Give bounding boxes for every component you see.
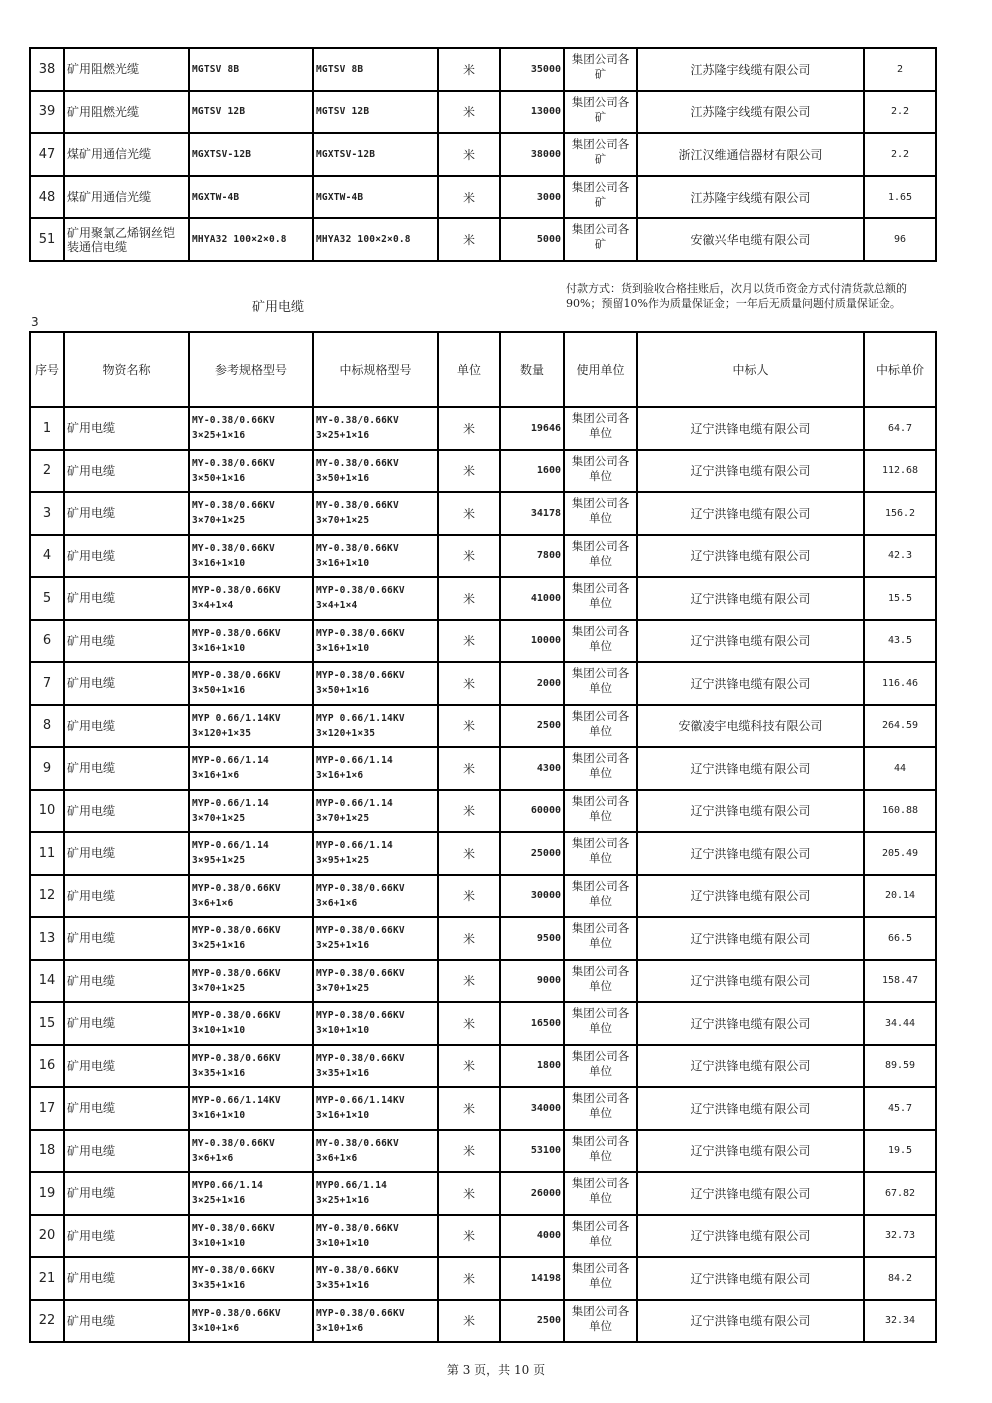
- cell-user: 集团公司各单位: [564, 662, 637, 705]
- header-price: 中标单价: [864, 332, 936, 407]
- cell-ref-spec: MYP-0.38/0.66KV 3×10+1×6: [189, 1300, 313, 1343]
- cell-ref-spec: MY-0.38/0.66KV 3×10+1×10: [189, 1215, 313, 1258]
- cell-win-spec: MYP 0.66/1.14KV 3×120+1×35: [313, 705, 438, 748]
- cell-win-spec: MY-0.38/0.66KV 3×10+1×10: [313, 1215, 438, 1258]
- cell-price: 2: [864, 48, 936, 91]
- cell-user: 集团公司各单位: [564, 577, 637, 620]
- cell-no: 6: [30, 620, 64, 663]
- cell-price: 160.88: [864, 790, 936, 833]
- header-ref-spec: 参考规格型号: [189, 332, 313, 407]
- cell-win-spec: MYP-0.38/0.66KV 3×6+1×6: [313, 875, 438, 918]
- cell-unit: 米: [438, 535, 500, 578]
- page-footer: 第 3 页，共 10 页: [446, 1363, 546, 1377]
- cell-win-spec: MYP-0.38/0.66KV 3×35+1×16: [313, 1045, 438, 1088]
- cell-user: 集团公司各单位: [564, 450, 637, 493]
- header-name: 物资名称: [64, 332, 189, 407]
- cell-name: 矿用电缆: [64, 1257, 189, 1300]
- table-row: [30, 1045, 936, 1088]
- cell-name: 矿用电缆: [64, 620, 189, 663]
- cell-ref-spec: MYP-0.38/0.66KV 3×70+1×25: [189, 960, 313, 1003]
- cell-unit: 米: [438, 133, 500, 176]
- cell-win-spec: MY-0.38/0.66KV 3×6+1×6: [313, 1130, 438, 1173]
- cell-ref-spec: MGTSV 8B: [189, 48, 313, 91]
- cell-unit: 米: [438, 790, 500, 833]
- cell-no: 13: [30, 917, 64, 960]
- cell-no: 11: [30, 832, 64, 875]
- table-row: [30, 705, 936, 748]
- table-row: [30, 1300, 936, 1343]
- previous-section-table: [29, 47, 937, 262]
- cell-win-spec: MGXTW-4B: [313, 176, 438, 219]
- cell-qty: 19646: [500, 407, 564, 450]
- table-row: [30, 218, 936, 261]
- cell-winner: 辽宁洪锋电缆有限公司: [637, 1257, 864, 1300]
- cell-win-spec: MYP-0.66/1.14 3×70+1×25: [313, 790, 438, 833]
- cell-unit: 米: [438, 705, 500, 748]
- table-row: [30, 492, 936, 535]
- cell-name: 矿用电缆: [64, 1215, 189, 1258]
- cell-user: 集团公司各单位: [564, 1257, 637, 1300]
- table-row: [30, 960, 936, 1003]
- cell-winner: 辽宁洪锋电缆有限公司: [637, 492, 864, 535]
- cell-price: 32.73: [864, 1215, 936, 1258]
- cell-name: 矿用电缆: [64, 705, 189, 748]
- cell-ref-spec: MYP-0.38/0.66KV 3×50+1×16: [189, 662, 313, 705]
- cell-ref-spec: MYP-0.38/0.66KV 3×25+1×16: [189, 917, 313, 960]
- cell-win-spec: MY-0.38/0.66KV 3×35+1×16: [313, 1257, 438, 1300]
- table-row: [30, 832, 936, 875]
- cell-name: 矿用电缆: [64, 917, 189, 960]
- cell-unit: 米: [438, 1257, 500, 1300]
- header-no: 序号: [30, 332, 64, 407]
- cell-ref-spec: MYP-0.66/1.14 3×70+1×25: [189, 790, 313, 833]
- cell-qty: 4300: [500, 747, 564, 790]
- table-row: [30, 1215, 936, 1258]
- cell-name: 矿用聚氯乙烯钢丝铠装通信电缆: [64, 218, 189, 261]
- table-row: [30, 1257, 936, 1300]
- cell-unit: 米: [438, 48, 500, 91]
- cell-name: 煤矿用通信光缆: [64, 133, 189, 176]
- cell-ref-spec: MYP 0.66/1.14KV 3×120+1×35: [189, 705, 313, 748]
- cell-user: 集团公司各单位: [564, 1130, 637, 1173]
- cell-no: 14: [30, 960, 64, 1003]
- cell-price: 158.47: [864, 960, 936, 1003]
- cell-user: 集团公司各单位: [564, 1045, 637, 1088]
- cell-win-spec: MY-0.38/0.66KV 3×25+1×16: [313, 407, 438, 450]
- cell-unit: 米: [438, 218, 500, 261]
- cell-ref-spec: MYP-0.38/0.66KV 3×4+1×4: [189, 577, 313, 620]
- cell-user: 集团公司各单位: [564, 1215, 637, 1258]
- table-row: [30, 577, 936, 620]
- cell-no: 4: [30, 535, 64, 578]
- cell-unit: 米: [438, 662, 500, 705]
- cell-price: 1.65: [864, 176, 936, 219]
- cell-qty: 38000: [500, 133, 564, 176]
- cell-name: 矿用电缆: [64, 1087, 189, 1130]
- cell-qty: 9500: [500, 917, 564, 960]
- header-qty: 数量: [500, 332, 564, 407]
- cell-win-spec: MGXTSV-12B: [313, 133, 438, 176]
- cell-name: 矿用阻燃光缆: [64, 48, 189, 91]
- table-row: [30, 917, 936, 960]
- cell-unit: 米: [438, 450, 500, 493]
- cell-ref-spec: MYP-0.38/0.66KV 3×6+1×6: [189, 875, 313, 918]
- cell-qty: 14198: [500, 1257, 564, 1300]
- cell-winner: 辽宁洪锋电缆有限公司: [637, 577, 864, 620]
- cell-price: 205.49: [864, 832, 936, 875]
- cell-winner: 辽宁洪锋电缆有限公司: [637, 1130, 864, 1173]
- table-row: [30, 133, 936, 176]
- table-header-row: [30, 332, 936, 407]
- cell-win-spec: MYP-0.38/0.66KV 3×10+1×6: [313, 1300, 438, 1343]
- cell-winner: 江苏隆宇线缆有限公司: [637, 48, 864, 91]
- cell-name: 煤矿用通信光缆: [64, 176, 189, 219]
- cell-win-spec: MYP-0.66/1.14KV 3×16+1×10: [313, 1087, 438, 1130]
- cell-user: 集团公司各单位: [564, 960, 637, 1003]
- table-row: [30, 875, 936, 918]
- cell-no: 39: [30, 91, 64, 134]
- cell-price: 264.59: [864, 705, 936, 748]
- cell-winner: 安徽凌宇电缆科技有限公司: [637, 705, 864, 748]
- cell-no: 10: [30, 790, 64, 833]
- cell-price: 112.68: [864, 450, 936, 493]
- cell-qty: 60000: [500, 790, 564, 833]
- table-row: [30, 48, 936, 91]
- cell-no: 18: [30, 1130, 64, 1173]
- cell-winner: 辽宁洪锋电缆有限公司: [637, 790, 864, 833]
- cell-qty: 1800: [500, 1045, 564, 1088]
- cell-unit: 米: [438, 1045, 500, 1088]
- cell-no: 16: [30, 1045, 64, 1088]
- cell-win-spec: MGTSV 8B: [313, 48, 438, 91]
- cell-ref-spec: MYP-0.38/0.66KV 3×16+1×10: [189, 620, 313, 663]
- cell-price: 42.3: [864, 535, 936, 578]
- cell-ref-spec: MY-0.38/0.66KV 3×35+1×16: [189, 1257, 313, 1300]
- cell-win-spec: MY-0.38/0.66KV 3×50+1×16: [313, 450, 438, 493]
- cell-qty: 25000: [500, 832, 564, 875]
- payment-note: 付款方式：货到验收合格挂账后，次月以货币资金方式付清货款总额的90%；预留10%作为质量保证金；一年后无质量问题付质量保证金。: [566, 282, 907, 310]
- cell-winner: 辽宁洪锋电缆有限公司: [637, 450, 864, 493]
- table-row: [30, 620, 936, 663]
- cell-price: 64.7: [864, 407, 936, 450]
- cell-user: 集团公司各单位: [564, 492, 637, 535]
- table-row: [30, 535, 936, 578]
- cell-winner: 安徽兴华电缆有限公司: [637, 218, 864, 261]
- cell-unit: 米: [438, 917, 500, 960]
- cell-name: 矿用电缆: [64, 1172, 189, 1215]
- cell-win-spec: MY-0.38/0.66KV 3×16+1×10: [313, 535, 438, 578]
- cell-unit: 米: [438, 176, 500, 219]
- cell-price: 96: [864, 218, 936, 261]
- cell-win-spec: MYP-0.66/1.14 3×95+1×25: [313, 832, 438, 875]
- cell-unit: 米: [438, 832, 500, 875]
- cell-ref-spec: MY-0.38/0.66KV 3×6+1×6: [189, 1130, 313, 1173]
- cell-ref-spec: MYP-0.38/0.66KV 3×10+1×10: [189, 1002, 313, 1045]
- cell-name: 矿用电缆: [64, 1300, 189, 1343]
- cell-winner: 辽宁洪锋电缆有限公司: [637, 1172, 864, 1215]
- cell-qty: 35000: [500, 48, 564, 91]
- cell-name: 矿用电缆: [64, 450, 189, 493]
- cell-qty: 7800: [500, 535, 564, 578]
- cell-user: 集团公司各单位: [564, 1087, 637, 1130]
- cell-no: 51: [30, 218, 64, 261]
- cell-qty: 2500: [500, 705, 564, 748]
- cell-user: 集团公司各单位: [564, 917, 637, 960]
- cell-no: 48: [30, 176, 64, 219]
- cell-winner: 辽宁洪锋电缆有限公司: [637, 662, 864, 705]
- cell-win-spec: MYP-0.38/0.66KV 3×25+1×16: [313, 917, 438, 960]
- cell-no: 3: [30, 492, 64, 535]
- table-row: [30, 747, 936, 790]
- table-row: [30, 1130, 936, 1173]
- cell-no: 19: [30, 1172, 64, 1215]
- cell-win-spec: MGTSV 12B: [313, 91, 438, 134]
- cell-unit: 米: [438, 1130, 500, 1173]
- cell-name: 矿用电缆: [64, 492, 189, 535]
- cell-win-spec: MYP-0.66/1.14 3×16+1×6: [313, 747, 438, 790]
- cell-qty: 1600: [500, 450, 564, 493]
- cell-win-spec: MYP-0.38/0.66KV 3×4+1×4: [313, 577, 438, 620]
- cell-ref-spec: MHYA32 100×2×0.8: [189, 218, 313, 261]
- cell-ref-spec: MYP-0.38/0.66KV 3×35+1×16: [189, 1045, 313, 1088]
- cell-no: 7: [30, 662, 64, 705]
- cell-name: 矿用电缆: [64, 577, 189, 620]
- table-row: [30, 450, 936, 493]
- header-win-spec: 中标规格型号: [313, 332, 438, 407]
- cell-winner: 辽宁洪锋电缆有限公司: [637, 1087, 864, 1130]
- cell-qty: 30000: [500, 875, 564, 918]
- cell-user: 集团公司各单位: [564, 1172, 637, 1215]
- cell-price: 19.5: [864, 1130, 936, 1173]
- cell-winner: 辽宁洪锋电缆有限公司: [637, 620, 864, 663]
- cell-price: 116.46: [864, 662, 936, 705]
- cell-ref-spec: MYP0.66/1.14 3×25+1×16: [189, 1172, 313, 1215]
- cell-win-spec: MYP0.66/1.14 3×25+1×16: [313, 1172, 438, 1215]
- cell-no: 8: [30, 705, 64, 748]
- cell-price: 2.2: [864, 133, 936, 176]
- cell-name: 矿用电缆: [64, 407, 189, 450]
- cell-win-spec: MHYA32 100×2×0.8: [313, 218, 438, 261]
- cell-unit: 米: [438, 960, 500, 1003]
- cell-price: 67.82: [864, 1172, 936, 1215]
- cell-unit: 米: [438, 1002, 500, 1045]
- cell-no: 21: [30, 1257, 64, 1300]
- table-row: [30, 407, 936, 450]
- cell-ref-spec: MYP-0.66/1.14KV 3×16+1×10: [189, 1087, 313, 1130]
- cell-winner: 江苏隆宇线缆有限公司: [637, 91, 864, 134]
- cell-price: 89.59: [864, 1045, 936, 1088]
- cell-ref-spec: MYP-0.66/1.14 3×95+1×25: [189, 832, 313, 875]
- cell-name: 矿用电缆: [64, 832, 189, 875]
- cell-qty: 16500: [500, 1002, 564, 1045]
- cell-unit: 米: [438, 1087, 500, 1130]
- cell-name: 矿用电缆: [64, 790, 189, 833]
- cell-winner: 辽宁洪锋电缆有限公司: [637, 1045, 864, 1088]
- cell-name: 矿用电缆: [64, 747, 189, 790]
- cell-ref-spec: MY-0.38/0.66KV 3×25+1×16: [189, 407, 313, 450]
- cell-winner: 辽宁洪锋电缆有限公司: [637, 747, 864, 790]
- cell-ref-spec: MYP-0.66/1.14 3×16+1×6: [189, 747, 313, 790]
- cell-price: 44: [864, 747, 936, 790]
- table-row: [30, 176, 936, 219]
- cell-user: 集团公司各单位: [564, 705, 637, 748]
- cell-unit: 米: [438, 492, 500, 535]
- cell-win-spec: MYP-0.38/0.66KV 3×70+1×25: [313, 960, 438, 1003]
- table-row: [30, 1087, 936, 1130]
- cell-no: 2: [30, 450, 64, 493]
- cell-qty: 9000: [500, 960, 564, 1003]
- cell-user: 集团公司各矿: [564, 48, 637, 91]
- cell-ref-spec: MY-0.38/0.66KV 3×50+1×16: [189, 450, 313, 493]
- cell-user: 集团公司各矿: [564, 133, 637, 176]
- cell-price: 156.2: [864, 492, 936, 535]
- cell-unit: 米: [438, 747, 500, 790]
- cell-user: 集团公司各矿: [564, 91, 637, 134]
- cell-no: 9: [30, 747, 64, 790]
- cell-winner: 辽宁洪锋电缆有限公司: [637, 1300, 864, 1343]
- cell-ref-spec: MY-0.38/0.66KV 3×16+1×10: [189, 535, 313, 578]
- cell-unit: 米: [438, 577, 500, 620]
- cell-winner: 辽宁洪锋电缆有限公司: [637, 535, 864, 578]
- cell-no: 1: [30, 407, 64, 450]
- cell-name: 矿用电缆: [64, 960, 189, 1003]
- cell-qty: 34178: [500, 492, 564, 535]
- cell-price: 32.34: [864, 1300, 936, 1343]
- cell-ref-spec: MGXTW-4B: [189, 176, 313, 219]
- mining-cable-table: [29, 331, 937, 1343]
- cell-user: 集团公司各矿: [564, 218, 637, 261]
- cell-user: 集团公司各单位: [564, 1300, 637, 1343]
- cell-price: 45.7: [864, 1087, 936, 1130]
- cell-price: 84.2: [864, 1257, 936, 1300]
- cell-ref-spec: MGTSV 12B: [189, 91, 313, 134]
- cell-qty: 2500: [500, 1300, 564, 1343]
- cell-price: 2.2: [864, 91, 936, 134]
- cell-win-spec: MYP-0.38/0.66KV 3×16+1×10: [313, 620, 438, 663]
- cell-qty: 3000: [500, 176, 564, 219]
- cell-winner: 浙江汉维通信器材有限公司: [637, 133, 864, 176]
- cell-unit: 米: [438, 1300, 500, 1343]
- cell-qty: 4000: [500, 1215, 564, 1258]
- cell-qty: 2000: [500, 662, 564, 705]
- header-unit: 单位: [438, 332, 500, 407]
- cell-user: 集团公司各单位: [564, 790, 637, 833]
- cell-price: 34.44: [864, 1002, 936, 1045]
- cell-price: 20.14: [864, 875, 936, 918]
- cell-unit: 米: [438, 91, 500, 134]
- cell-no: 22: [30, 1300, 64, 1343]
- cell-name: 矿用电缆: [64, 1002, 189, 1045]
- section-title: 矿用电缆: [252, 300, 305, 315]
- cell-no: 17: [30, 1087, 64, 1130]
- cell-unit: 米: [438, 1215, 500, 1258]
- cell-unit: 米: [438, 620, 500, 663]
- cell-winner: 江苏隆宇线缆有限公司: [637, 176, 864, 219]
- cell-no: 20: [30, 1215, 64, 1258]
- cell-qty: 13000: [500, 91, 564, 134]
- cell-no: 5: [30, 577, 64, 620]
- cell-no: 15: [30, 1002, 64, 1045]
- cell-qty: 53100: [500, 1130, 564, 1173]
- cell-user: 集团公司各矿: [564, 176, 637, 219]
- table-row: [30, 662, 936, 705]
- cell-ref-spec: MGXTSV-12B: [189, 133, 313, 176]
- cell-user: 集团公司各单位: [564, 620, 637, 663]
- cell-win-spec: MYP-0.38/0.66KV 3×50+1×16: [313, 662, 438, 705]
- cell-user: 集团公司各单位: [564, 535, 637, 578]
- section-number: 3: [31, 315, 39, 329]
- cell-ref-spec: MY-0.38/0.66KV 3×70+1×25: [189, 492, 313, 535]
- table-row: [30, 1002, 936, 1045]
- cell-name: 矿用电缆: [64, 1130, 189, 1173]
- cell-winner: 辽宁洪锋电缆有限公司: [637, 875, 864, 918]
- cell-win-spec: MY-0.38/0.66KV 3×70+1×25: [313, 492, 438, 535]
- cell-price: 66.5: [864, 917, 936, 960]
- cell-user: 集团公司各单位: [564, 407, 637, 450]
- header-user: 使用单位: [564, 332, 637, 407]
- cell-user: 集团公司各单位: [564, 1002, 637, 1045]
- cell-name: 矿用电缆: [64, 535, 189, 578]
- cell-user: 集团公司各单位: [564, 747, 637, 790]
- cell-winner: 辽宁洪锋电缆有限公司: [637, 832, 864, 875]
- cell-winner: 辽宁洪锋电缆有限公司: [637, 407, 864, 450]
- cell-qty: 10000: [500, 620, 564, 663]
- table-row: [30, 91, 936, 134]
- cell-winner: 辽宁洪锋电缆有限公司: [637, 917, 864, 960]
- table-row: [30, 1172, 936, 1215]
- cell-qty: 41000: [500, 577, 564, 620]
- cell-unit: 米: [438, 407, 500, 450]
- cell-no: 12: [30, 875, 64, 918]
- cell-qty: 26000: [500, 1172, 564, 1215]
- cell-win-spec: MYP-0.38/0.66KV 3×10+1×10: [313, 1002, 438, 1045]
- cell-winner: 辽宁洪锋电缆有限公司: [637, 1002, 864, 1045]
- cell-unit: 米: [438, 875, 500, 918]
- cell-user: 集团公司各单位: [564, 832, 637, 875]
- cell-winner: 辽宁洪锋电缆有限公司: [637, 1215, 864, 1258]
- cell-name: 矿用阻燃光缆: [64, 91, 189, 134]
- cell-price: 15.5: [864, 577, 936, 620]
- cell-name: 矿用电缆: [64, 662, 189, 705]
- cell-no: 47: [30, 133, 64, 176]
- header-winner: 中标人: [637, 332, 864, 407]
- cell-name: 矿用电缆: [64, 1045, 189, 1088]
- cell-price: 43.5: [864, 620, 936, 663]
- cell-name: 矿用电缆: [64, 875, 189, 918]
- cell-no: 38: [30, 48, 64, 91]
- cell-qty: 34000: [500, 1087, 564, 1130]
- table-row: [30, 790, 936, 833]
- cell-user: 集团公司各单位: [564, 875, 637, 918]
- cell-winner: 辽宁洪锋电缆有限公司: [637, 960, 864, 1003]
- cell-qty: 5000: [500, 218, 564, 261]
- cell-unit: 米: [438, 1172, 500, 1215]
